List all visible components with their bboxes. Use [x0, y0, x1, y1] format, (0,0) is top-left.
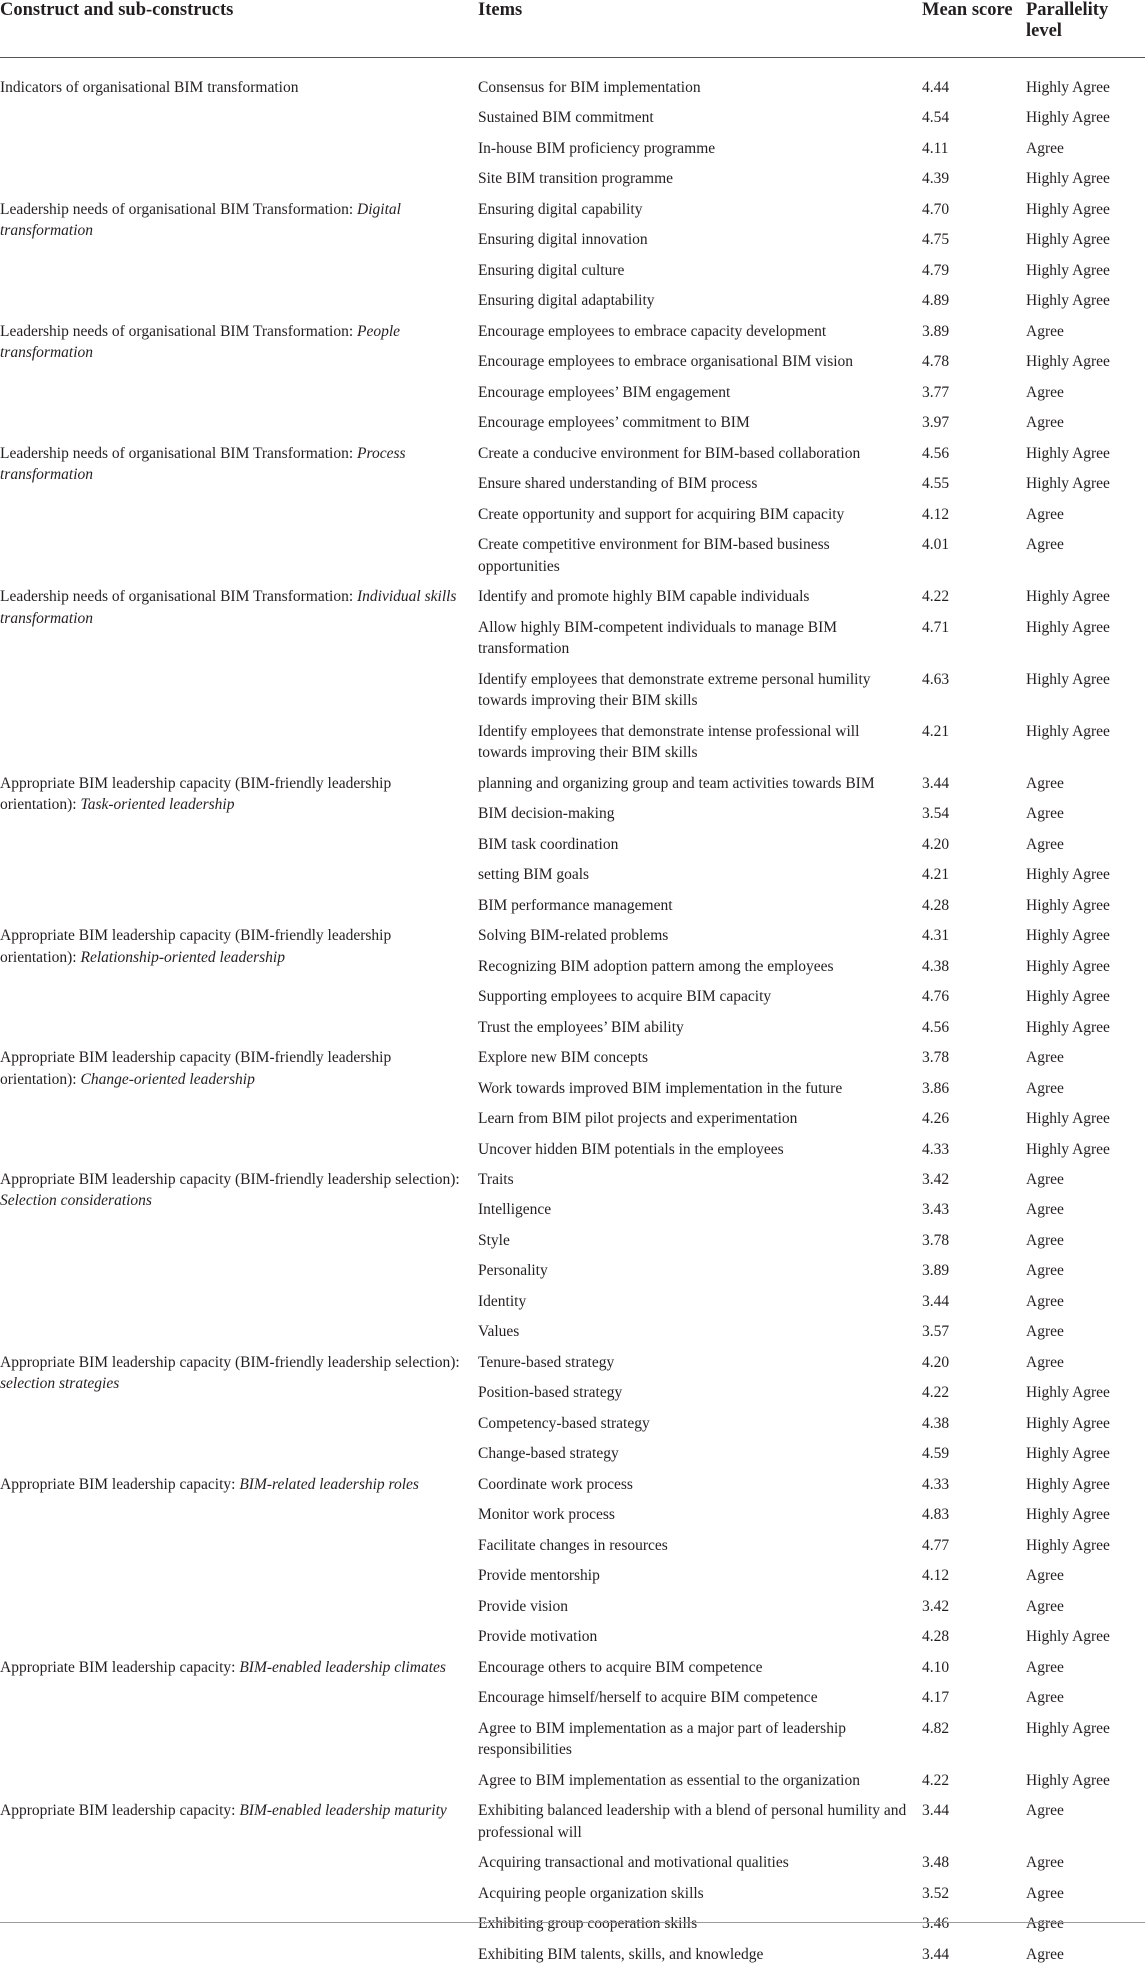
mean-score-cell: 4.39 — [922, 170, 950, 188]
mean-score-cell: 3.78 — [922, 1231, 950, 1249]
table-row — [0, 314, 1145, 344]
construct-subconstruct: Individual skills transformation — [0, 588, 457, 627]
mean-score-cell: 4.12 — [922, 505, 950, 523]
mean-score-cell: 4.75 — [922, 231, 950, 249]
mean-score-cell: 3.52 — [922, 1884, 950, 1902]
items-column-header: Items — [478, 0, 921, 58]
table-row — [0, 1163, 1145, 1193]
parallelity-level-cell: Agree — [1026, 1689, 1064, 1707]
mean-score-cell: 4.44 — [922, 79, 950, 96]
item-cell: Tenure-based strategy — [478, 1353, 615, 1371]
item-cell: Provide motivation — [478, 1628, 598, 1646]
item-cell: Style — [478, 1231, 510, 1249]
parallelity-level-cell: Highly Agree — [1026, 170, 1110, 188]
parallelity-level-cell: Highly Agree — [1026, 1110, 1110, 1128]
mean-score-cell: 4.63 — [922, 670, 950, 688]
construct-cell — [0, 1794, 478, 1968]
construct-cell — [0, 193, 478, 315]
parallelity-level-cell: Highly Agree — [1026, 1771, 1110, 1789]
item-cell: Supporting employees to acquire BIM capacity — [478, 988, 772, 1006]
construct-label: Leadership needs of organisational BIM Transformation: — [0, 322, 354, 340]
parallelity-level-cell: Highly Agree — [1026, 957, 1110, 975]
item-cell: Monitor work process — [478, 1506, 615, 1524]
parallelity-level-cell: Agree — [1026, 1854, 1064, 1872]
mean-score-cell: 4.82 — [922, 1719, 950, 1737]
construct-cell — [0, 1346, 478, 1468]
item-cell: Coordinate work process — [478, 1475, 633, 1493]
item-cell: Acquiring people organization skills — [478, 1884, 704, 1902]
parallelity-level-cell: Highly Agree — [1026, 1414, 1110, 1432]
item-cell: Encourage employees to embrace capacity development — [478, 322, 827, 340]
mean-score-column-header: Mean score — [921, 0, 1025, 58]
construct-label: Leadership needs of organisational BIM Transformation: — [0, 444, 354, 462]
table-header — [0, 0, 1145, 58]
parallelity-level-cell: Highly Agree — [1026, 200, 1110, 218]
item-cell: Recognizing BIM adoption pattern among the employees — [478, 957, 834, 975]
mean-score-cell: 4.59 — [922, 1445, 950, 1463]
table-row — [0, 1794, 1145, 1846]
construct-subconstruct: BIM-related leadership roles — [239, 1475, 419, 1493]
item-cell: Identify employees that demonstrate intense professional will towards improving their BIM skills — [478, 722, 860, 762]
parallelity-level-cell: Highly Agree — [1026, 292, 1110, 310]
parallelity-level-cell: Agree — [1026, 1049, 1064, 1067]
construct-subconstruct: People transformation — [0, 322, 401, 362]
construct-column-header: Construct and sub-constructs — [0, 0, 478, 58]
item-cell: Identify and promote highly BIM capable individuals — [478, 588, 810, 606]
table-row — [0, 919, 1145, 949]
parallelity-level-cell: Highly Agree — [1026, 988, 1110, 1006]
mean-score-cell: 3.89 — [922, 1262, 950, 1280]
parallelity-level-cell: Highly Agree — [1026, 670, 1110, 688]
mean-score-cell: 3.44 — [922, 774, 950, 792]
item-cell: planning and organizing group and team activities towards BIM — [478, 774, 875, 792]
parallelity-level-cell: Highly Agree — [1026, 261, 1110, 279]
item-cell: Ensure shared understanding of BIM process — [478, 475, 758, 493]
mean-score-cell: 4.12 — [922, 1567, 950, 1585]
construct-label: Leadership needs of organisational BIM Transformation: — [0, 588, 354, 606]
mean-score-cell: 3.46 — [922, 1915, 950, 1933]
parallelity-level-cell: Agree — [1026, 1945, 1064, 1963]
parallelity-level-cell: Agree — [1026, 383, 1064, 401]
table-row — [0, 1346, 1145, 1376]
construct-label: Appropriate BIM leadership capacity: — [0, 1658, 236, 1676]
mean-score-cell: 4.28 — [922, 1628, 950, 1646]
construct-label: Indicators of organisational BIM transformation — [0, 79, 299, 96]
mean-score-cell: 3.43 — [922, 1201, 950, 1219]
parallelity-level-cell: Agree — [1026, 1170, 1064, 1188]
table-row — [0, 1650, 1145, 1680]
item-cell: Exhibiting BIM talents, skills, and knowledge — [478, 1945, 764, 1963]
item-cell: Position-based strategy — [478, 1384, 623, 1402]
table-row — [0, 436, 1145, 466]
item-cell: Traits — [478, 1170, 514, 1188]
item-cell: Provide vision — [478, 1597, 568, 1615]
parallelity-level-cell: Agree — [1026, 1323, 1064, 1341]
mean-score-cell: 3.86 — [922, 1079, 950, 1097]
mean-score-cell: 4.20 — [922, 835, 950, 853]
construct-cell — [0, 314, 478, 436]
mean-score-cell: 3.77 — [922, 383, 950, 401]
parallelity-level-cell: Agree — [1026, 414, 1064, 432]
item-cell: Exhibiting balanced leadership with a blend of personal humility and professional will — [478, 1802, 907, 1841]
parallelity-level-cell: Highly Agree — [1026, 866, 1110, 884]
parallelity-level-cell: Agree — [1026, 322, 1064, 340]
construct-subconstruct: Selection considerations — [0, 1192, 152, 1210]
parallelity-level-cell: Agree — [1026, 1292, 1064, 1310]
item-cell: Facilitate changes in resources — [478, 1536, 668, 1554]
construct-label: Appropriate BIM leadership capacity (BIM-friendly leadership selection): — [0, 1170, 460, 1188]
mean-score-cell: 4.11 — [922, 139, 949, 157]
item-cell: Create opportunity and support for acquiring BIM capacity — [478, 505, 845, 523]
parallelity-level-cell: Highly Agree — [1026, 79, 1110, 96]
item-cell: Identify employees that demonstrate extreme personal humility towards improving their BIM skills — [478, 670, 871, 710]
item-cell: Agree to BIM implementation as essential to the organization — [478, 1771, 860, 1789]
parallelity-level-cell: Agree — [1026, 805, 1064, 823]
mean-score-cell: 4.77 — [922, 1536, 950, 1554]
item-cell: Solving BIM-related problems — [478, 927, 669, 945]
mean-score-cell: 3.42 — [922, 1170, 950, 1188]
mean-score-cell: 4.71 — [922, 618, 950, 636]
item-cell: Create a conducive environment for BIM-based collaboration — [478, 444, 861, 462]
parallelity-level-cell: Agree — [1026, 1262, 1064, 1280]
mean-score-cell: 4.22 — [922, 1384, 950, 1402]
item-cell: Identity — [478, 1292, 527, 1310]
item-cell: Consensus for BIM implementation — [478, 79, 701, 96]
construct-cell — [0, 1163, 478, 1346]
mean-score-cell: 4.76 — [922, 988, 950, 1006]
parallelity-level-cell: Agree — [1026, 536, 1064, 554]
parallelity-level-cell: Agree — [1026, 1884, 1064, 1902]
construct-subconstruct: Digital transformation — [0, 200, 401, 240]
mean-score-cell: 4.38 — [922, 957, 950, 975]
parallelity-level-cell: Highly Agree — [1026, 1475, 1110, 1493]
item-cell: Provide mentorship — [478, 1567, 600, 1585]
mean-score-cell: 4.54 — [922, 109, 950, 127]
parallelity-level-cell: Agree — [1026, 1915, 1064, 1933]
item-cell: Uncover hidden BIM potentials in the employees — [478, 1140, 784, 1158]
item-cell: BIM performance management — [478, 896, 673, 914]
mean-score-cell: 4.21 — [922, 866, 950, 884]
parallelity-level-cell: Agree — [1026, 835, 1064, 853]
mean-score-cell: 3.44 — [922, 1945, 950, 1963]
mean-score-cell: 4.33 — [922, 1140, 950, 1158]
construct-label: Appropriate BIM leadership capacity (BIM-friendly leadership orientation): — [0, 1049, 392, 1088]
mean-score-cell: 3.48 — [922, 1854, 950, 1872]
mean-score-cell: 4.26 — [922, 1110, 950, 1128]
parallelity-level-cell: Highly Agree — [1026, 1628, 1110, 1646]
mean-score-cell: 4.38 — [922, 1414, 950, 1432]
item-cell: Ensuring digital culture — [478, 261, 625, 279]
mean-score-cell: 4.89 — [922, 292, 950, 310]
construct-cell — [0, 919, 478, 1041]
parallelity-level-cell: Highly Agree — [1026, 1536, 1110, 1554]
table-row — [0, 580, 1145, 610]
table-row — [0, 1041, 1145, 1071]
construct-label: Appropriate BIM leadership capacity (BIM-friendly leadership orientation): — [0, 927, 392, 966]
parallelity-level-cell: Agree — [1026, 1231, 1064, 1249]
construct-subconstruct: BIM-enabled leadership maturity — [239, 1802, 447, 1820]
construct-cell — [0, 1650, 478, 1793]
parallelity-level-cell: Agree — [1026, 1079, 1064, 1097]
item-cell: Learn from BIM pilot projects and experimentation — [478, 1110, 798, 1128]
parallelity-level-cell: Highly Agree — [1026, 896, 1110, 914]
item-cell: Change-based strategy — [478, 1445, 619, 1463]
mean-score-cell: 3.78 — [922, 1049, 950, 1067]
item-cell: Personality — [478, 1262, 548, 1280]
parallelity-level-cell: Highly Agree — [1026, 1445, 1110, 1463]
item-cell: Work towards improved BIM implementation in the future — [478, 1079, 843, 1097]
construct-cell — [0, 1467, 478, 1650]
parallelity-level-cell: Highly Agree — [1026, 1018, 1110, 1036]
mean-score-cell: 3.42 — [922, 1597, 950, 1615]
mean-score-cell: 4.10 — [922, 1658, 950, 1676]
parallelity-level-cell: Highly Agree — [1026, 1140, 1110, 1158]
item-cell: BIM task coordination — [478, 835, 619, 853]
mean-score-cell: 4.56 — [922, 444, 950, 462]
parallelity-level-cell: Agree — [1026, 1802, 1064, 1820]
parallelity-level-cell: Highly Agree — [1026, 1719, 1110, 1737]
construct-subconstruct: Relationship-oriented leadership — [80, 948, 285, 966]
table-bottom-rule — [0, 1922, 1145, 1923]
mean-score-cell: 3.97 — [922, 414, 950, 432]
mean-score-cell: 4.01 — [922, 536, 950, 554]
construct-cell — [0, 766, 478, 918]
construct-subconstruct: Process transformation — [0, 444, 406, 484]
item-cell: Allow highly BIM-competent individuals to manage BIM transformation — [478, 618, 838, 658]
mean-score-cell: 4.17 — [922, 1689, 950, 1707]
parallelity-level-cell: Highly Agree — [1026, 618, 1110, 636]
item-cell: Explore new BIM concepts — [478, 1049, 649, 1067]
parallelity-level-cell: Agree — [1026, 1658, 1064, 1676]
parallelity-level-cell: Highly Agree — [1026, 109, 1110, 127]
mean-score-cell: 3.57 — [922, 1323, 950, 1341]
table-row — [0, 193, 1145, 223]
mean-score-cell: 3.54 — [922, 805, 950, 823]
parallelity-level-cell: Highly Agree — [1026, 1384, 1110, 1402]
table-row — [0, 1467, 1145, 1497]
mean-score-cell: 4.55 — [922, 475, 950, 493]
parallelity-level-cell: Highly Agree — [1026, 475, 1110, 493]
parallelity-level-cell: Agree — [1026, 774, 1064, 792]
item-cell: Site BIM transition programme — [478, 170, 674, 188]
mean-score-cell: 4.33 — [922, 1475, 950, 1493]
table-body — [0, 58, 1145, 1968]
parallelity-level-cell: Agree — [1026, 1597, 1064, 1615]
item-cell: Trust the employees’ BIM ability — [478, 1018, 684, 1036]
parallelity-level-column-header: Parallelity level — [1025, 0, 1145, 58]
item-cell: Encourage employees’ commitment to BIM — [478, 414, 750, 432]
parallelity-level-cell: Highly Agree — [1026, 353, 1110, 371]
item-cell: Ensuring digital adaptability — [478, 292, 655, 310]
item-cell: Values — [478, 1323, 520, 1341]
item-cell: Agree to BIM implementation as a major part of leadership responsibilities — [478, 1719, 847, 1759]
table-row — [0, 58, 1145, 102]
construct-cell — [0, 1041, 478, 1163]
parallelity-level-cell: Agree — [1026, 1567, 1064, 1585]
mean-score-cell: 3.44 — [922, 1292, 950, 1310]
construct-subconstruct: Task-oriented leadership — [80, 796, 235, 814]
mean-score-cell: 4.22 — [922, 588, 950, 606]
parallelity-level-cell: Agree — [1026, 1353, 1064, 1371]
item-cell: setting BIM goals — [478, 866, 590, 884]
item-cell: Sustained BIM commitment — [478, 109, 654, 127]
item-cell: BIM decision-making — [478, 805, 615, 823]
parallelity-level-cell: Highly Agree — [1026, 231, 1110, 249]
parallelity-level-cell: Highly Agree — [1026, 927, 1110, 945]
mean-score-cell: 3.44 — [922, 1802, 950, 1820]
mean-score-cell: 4.31 — [922, 927, 950, 945]
item-cell: Acquiring transactional and motivational qualities — [478, 1854, 789, 1872]
mean-score-cell: 4.20 — [922, 1353, 950, 1371]
construct-cell — [0, 58, 478, 193]
construct-cell — [0, 436, 478, 579]
mean-score-cell: 4.83 — [922, 1506, 950, 1524]
mean-score-cell: 4.22 — [922, 1771, 950, 1789]
item-cell: Encourage himself/herself to acquire BIM competence — [478, 1689, 818, 1707]
item-cell: Exhibiting group cooperation skills — [478, 1915, 698, 1933]
parallelity-level-cell: Agree — [1026, 505, 1064, 523]
item-cell: Encourage others to acquire BIM competence — [478, 1658, 763, 1676]
item-cell: In-house BIM proficiency programme — [478, 139, 716, 157]
construct-subconstruct: BIM-enabled leadership climates — [239, 1658, 446, 1676]
construct-subconstruct: Change-oriented leadership — [80, 1070, 255, 1088]
item-cell: Encourage employees to embrace organisational BIM vision — [478, 353, 854, 371]
construct-label: Appropriate BIM leadership capacity (BIM-friendly leadership orientation): — [0, 774, 392, 814]
mean-score-cell: 4.78 — [922, 353, 950, 371]
mean-score-cell: 3.89 — [922, 322, 950, 340]
construct-label: Appropriate BIM leadership capacity: — [0, 1475, 236, 1493]
item-cell: Ensuring digital capability — [478, 200, 643, 218]
mean-score-cell: 4.21 — [922, 722, 950, 740]
parallelity-level-cell: Highly Agree — [1026, 444, 1110, 462]
parallelity-level-cell: Agree — [1026, 1201, 1064, 1219]
mean-score-cell: 4.70 — [922, 200, 950, 218]
mean-score-cell: 4.56 — [922, 1018, 950, 1036]
construct-subconstruct: selection strategies — [0, 1375, 120, 1393]
construct-label: Leadership needs of organisational BIM Transformation: — [0, 200, 354, 218]
parallelity-level-cell: Highly Agree — [1026, 722, 1110, 740]
construct-label: Appropriate BIM leadership capacity: — [0, 1802, 236, 1820]
mean-score-cell: 4.79 — [922, 261, 950, 279]
mean-score-cell: 4.28 — [922, 896, 950, 914]
item-cell: Create competitive environment for BIM-based business opportunities — [478, 536, 830, 575]
construct-label: Appropriate BIM leadership capacity (BIM-friendly leadership selection): — [0, 1353, 460, 1371]
item-cell: Intelligence — [478, 1201, 552, 1219]
parallelity-level-cell: Highly Agree — [1026, 588, 1110, 606]
table-row — [0, 766, 1145, 796]
parallelity-level-cell: Highly Agree — [1026, 1506, 1110, 1524]
parallelity-level-cell: Agree — [1026, 139, 1064, 157]
construct-cell — [0, 580, 478, 766]
item-cell: Competency-based strategy — [478, 1414, 650, 1432]
header-row — [0, 0, 1145, 58]
item-cell: Encourage employees’ BIM engagement — [478, 383, 731, 401]
item-cell: Ensuring digital innovation — [478, 231, 648, 249]
